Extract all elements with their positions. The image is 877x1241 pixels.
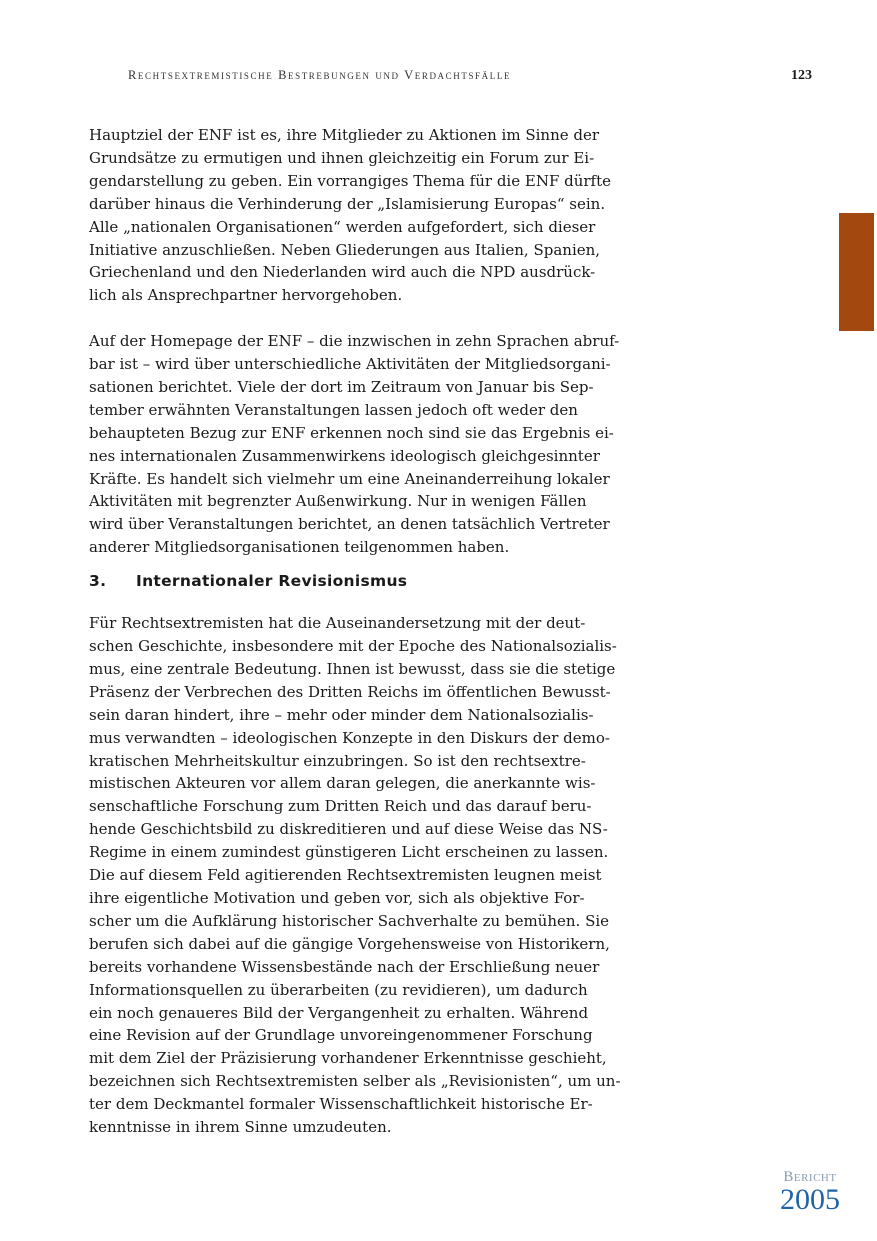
text-line: Initiative anzuschließen. Neben Gliederungen aus Italien, Spanien, (89, 240, 601, 259)
text-line: Griechenland und den Niederlanden wird auch die NPD ausdrück- (89, 263, 596, 282)
text-line: berufen sich dabei auf die gängige Vorgehensweise von Historikern, (89, 934, 610, 953)
text-line: Informationsquellen zu überarbeiten (zu revidieren), um dadurch (89, 980, 588, 999)
text-line: Auf der Homepage der ENF – die inzwischen in zehn Sprachen abruf- (89, 332, 620, 351)
text-line: Hauptziel der ENF ist es, ihre Mitglieder zu Aktionen im Sinne der (89, 126, 600, 144)
text-line: ein noch genaueres Bild der Vergangenheit zu erhalten. Während (89, 1003, 589, 1022)
text-line: Aktivitäten mit begrenzter Außenwirkung. Nur in wenigen Fällen (89, 492, 587, 511)
text-line: bar ist – wird über unterschiedliche Aktivitäten der Mitgliedsorgani- (89, 355, 611, 374)
text-line: ter dem Deckmantel formaler Wissenschaftlichkeit historische Er- (89, 1095, 593, 1114)
text-line: bezeichnen sich Rechtsextremisten selber als „Revisionisten“, um un- (89, 1072, 621, 1091)
text-line: Präsenz der Verbrechen des Dritten Reichs im öffentlichen Bewusst- (89, 682, 611, 701)
text-line: hende Geschichtsbild zu diskreditieren und auf diese Weise das NS- (89, 820, 608, 839)
paragraph-enf-homepage (89, 330, 649, 559)
text-line: eine Revision auf der Grundlage unvoreingenommener Forschung (89, 1026, 593, 1045)
text-line: senschaftliche Forschung zum Dritten Reich und das darauf beru- (89, 797, 592, 816)
report-word: Bericht (783, 1169, 837, 1185)
text-line: schen Geschichte, insbesondere mit der Epoche des Nationalsozialis- (89, 637, 617, 656)
paragraph-revisionism (89, 612, 649, 1139)
report-brand (775, 1168, 845, 1214)
text-line: mus, eine zentrale Bedeutung. Ihnen ist bewusst, dass sie die stetige (89, 659, 616, 678)
text-line: tember erwähnten Veranstaltungen lassen jedoch oft weder den (89, 400, 578, 419)
text-line: scher um die Aufklärung historischer Sachverhalte zu bemühen. Sie (89, 911, 610, 930)
text-line: gendarstellung zu geben. Ein vorrangiges Thema für die ENF dürfte (89, 171, 612, 190)
section-title: Internationaler Revisionismus (136, 572, 408, 591)
text-line: kratischen Mehrheitskultur einzubringen. So ist den rechtsextre- (89, 751, 586, 770)
text-line: Die auf diesem Feld agitierenden Rechtsextremisten leugnen meist (89, 866, 602, 885)
text-line: kenntnisse in ihrem Sinne umzudeuten. (89, 1118, 392, 1137)
text-line: Grundsätze zu ermutigen und ihnen gleichzeitig ein Forum zur Ei- (89, 148, 595, 167)
page-body (89, 124, 649, 1139)
report-year: 2005 (780, 1183, 840, 1216)
text-line: nes internationalen Zusammenwirkens ideologisch gleichgesinnter (89, 446, 600, 465)
text-line: mit dem Ziel der Präzisierung vorhandener Erkenntnisse geschieht, (89, 1049, 607, 1068)
paragraph-enf-goals (89, 124, 649, 307)
text-line: sein daran hindert, ihre – mehr oder minder dem Nationalsozialis- (89, 705, 594, 724)
text-line: Alle „nationalen Organisationen“ werden aufgefordert, sich dieser (89, 217, 596, 236)
text-line: darüber hinaus die Verhinderung der „Islamisierung Europas“ sein. (89, 194, 606, 213)
section-number: 3. (89, 572, 107, 591)
text-line: mus verwandten – ideologischen Konzepte in den Diskurs der demo- (89, 728, 610, 747)
text-line: Regime in einem zumindest günstigeren Licht erscheinen zu lassen. (89, 843, 609, 862)
text-line: lich als Ansprechpartner hervorgehoben. (89, 286, 403, 305)
section-heading (89, 570, 649, 593)
text-line: behaupteten Bezug zur ENF erkennen noch sind sie das Ergebnis ei- (89, 423, 614, 442)
page-number: 123 (791, 68, 812, 83)
text-line: mistischen Akteuren vor allem daran gelegen, die anerkannte wis- (89, 774, 596, 793)
text-line: Für Rechtsextremisten hat die Auseinandersetzung mit der deut- (89, 614, 586, 633)
text-line: sationen berichtet. Viele der dort im Zeitraum von Januar bis Sep- (89, 377, 594, 396)
chapter-tab-marker (839, 213, 874, 331)
text-line: ihre eigentliche Motivation und geben vor, sich als objektive For- (89, 888, 585, 907)
text-line: anderer Mitgliedsorganisationen teilgenommen haben. (89, 538, 510, 557)
text-line: Kräfte. Es handelt sich vielmehr um eine Aneinanderreihung lokaler (89, 469, 610, 488)
text-line: bereits vorhandene Wissensbestände nach der Erschließung neuer (89, 957, 600, 976)
running-title: Rechtsextremistische Bestrebungen und Verdachtsfälle (128, 68, 512, 82)
text-line: wird über Veranstaltungen berichtet, an denen tatsächlich Vertreter (89, 515, 610, 534)
